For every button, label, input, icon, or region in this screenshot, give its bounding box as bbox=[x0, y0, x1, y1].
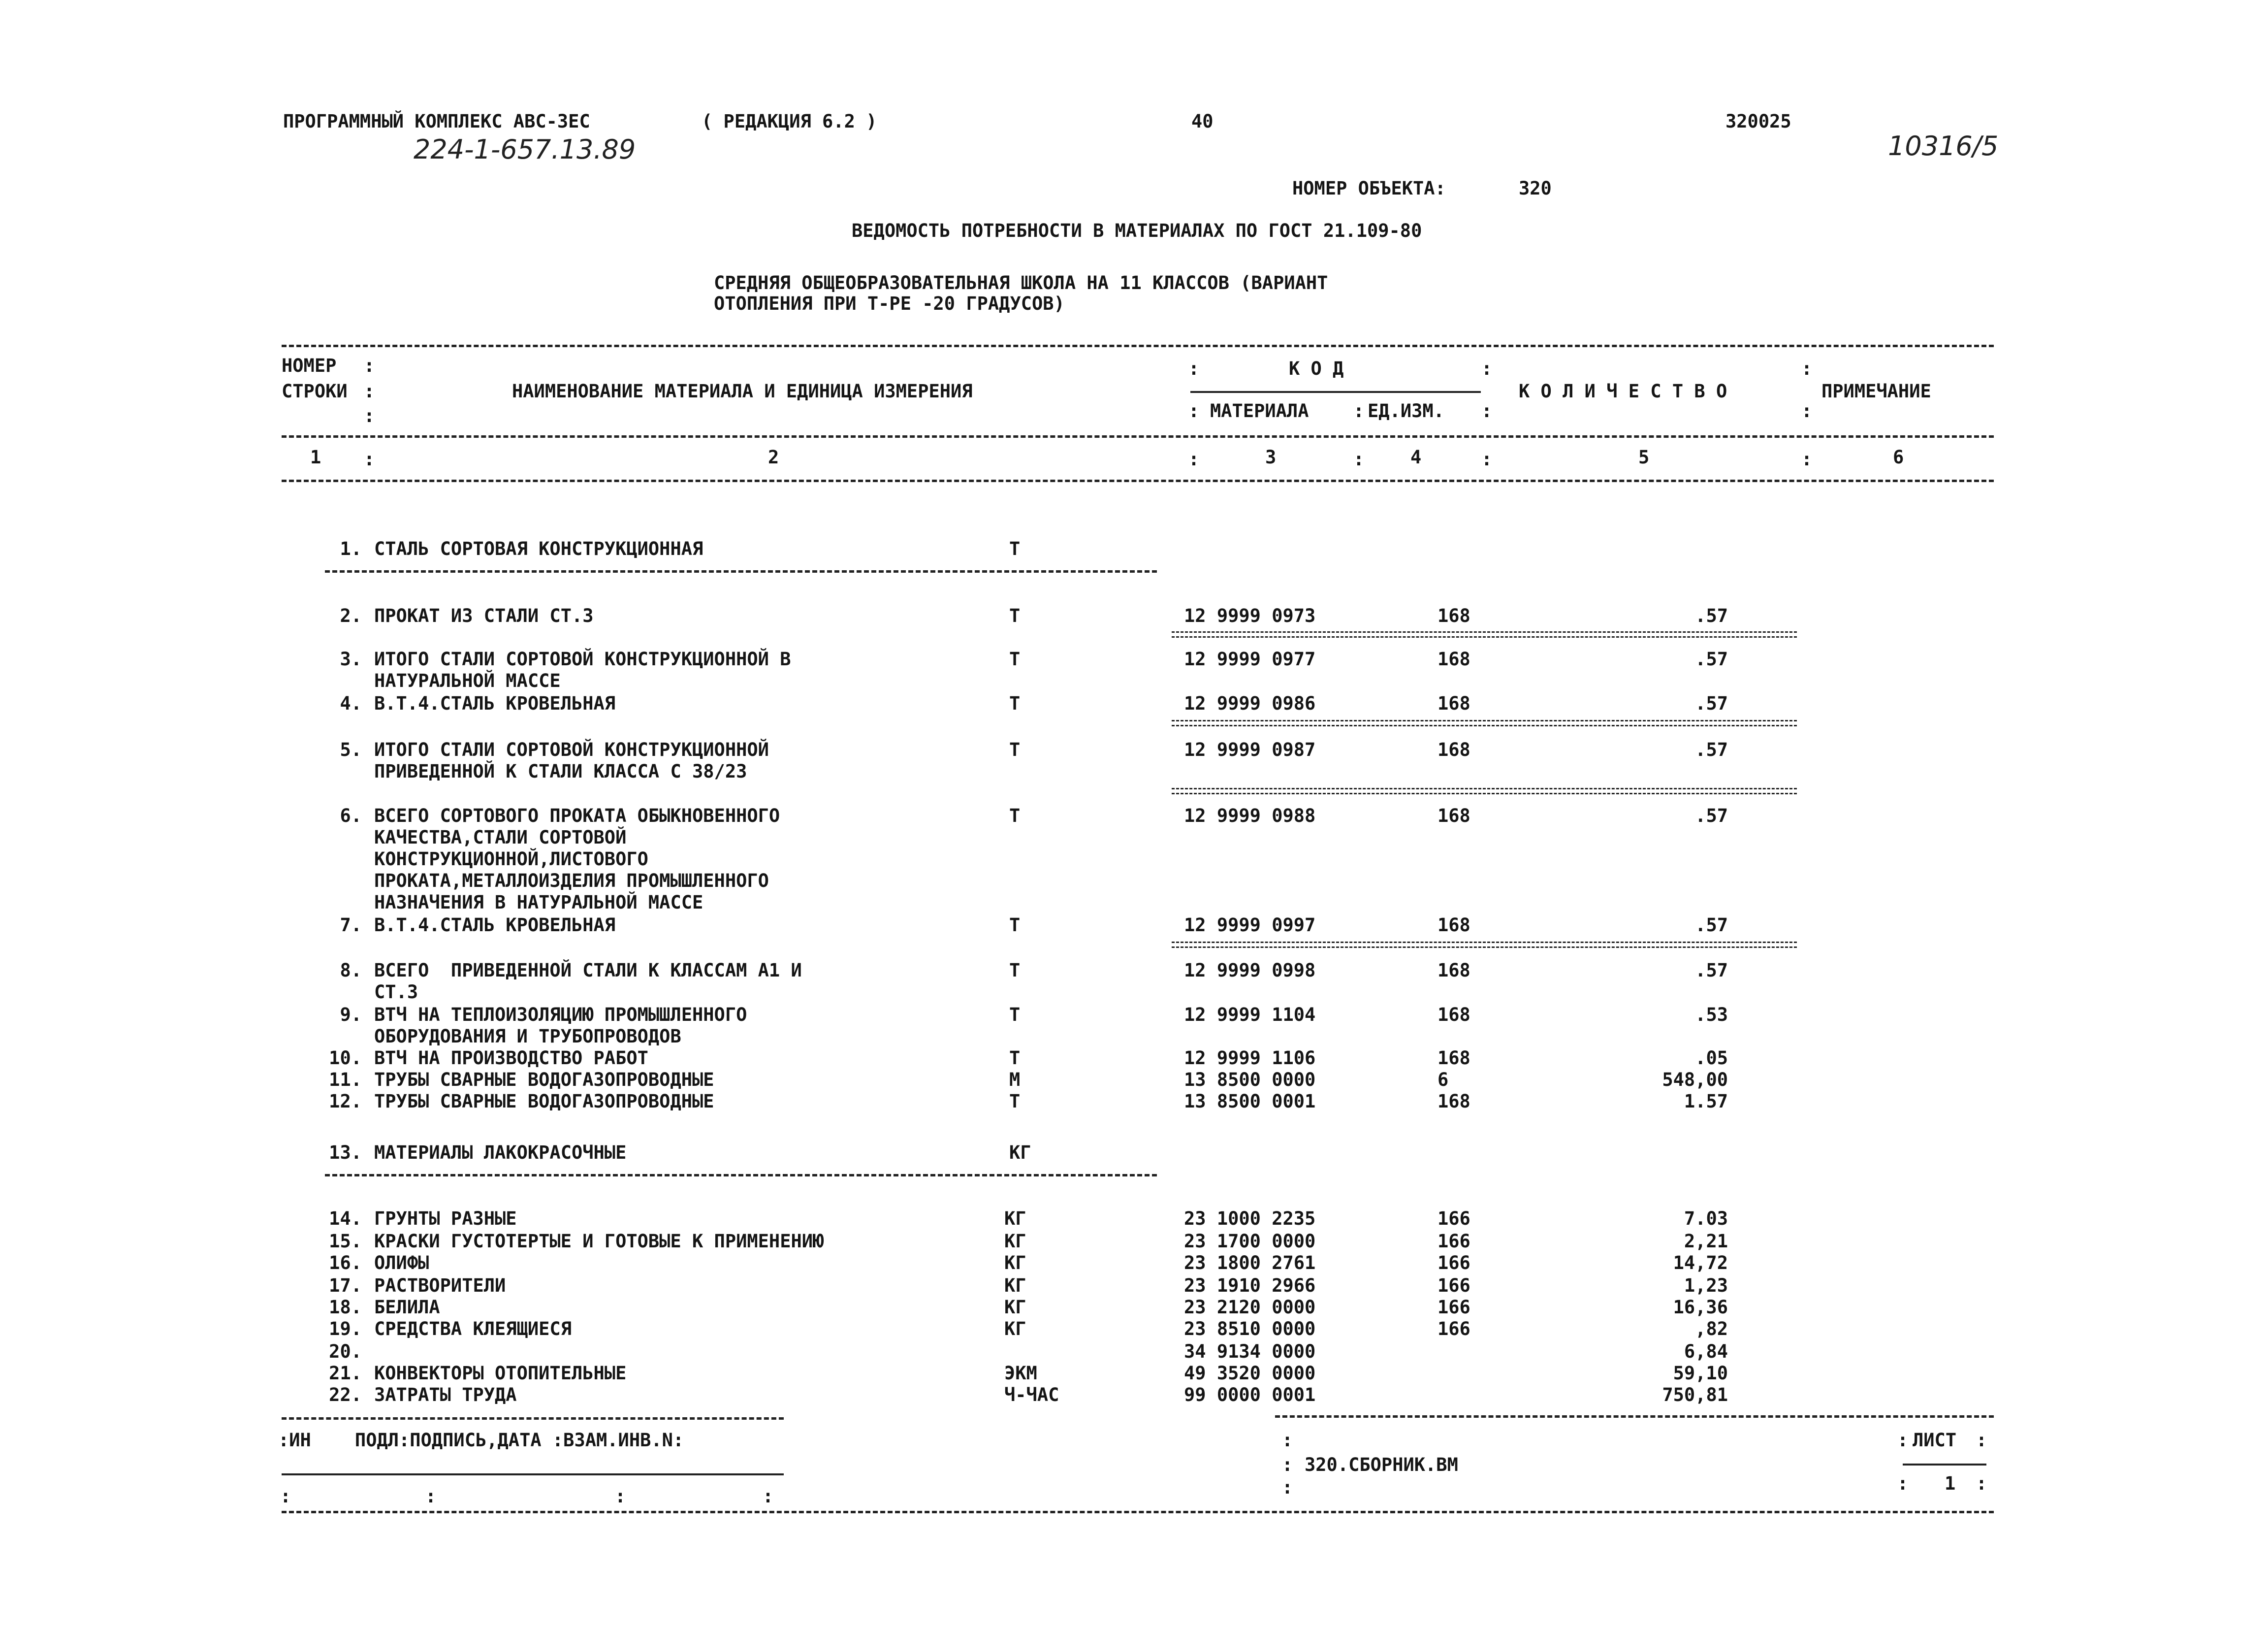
material-code: 23 8510 0000 bbox=[1184, 1318, 1316, 1339]
row-number: 2. bbox=[340, 605, 362, 626]
unit: Т bbox=[1009, 1004, 1021, 1025]
col-separator: : bbox=[1188, 358, 1200, 379]
material-code: 49 3520 0000 bbox=[1184, 1363, 1316, 1384]
row-number: 16. bbox=[329, 1252, 362, 1273]
material-name: НАТУРАЛЬНОЙ МАССЕ bbox=[374, 670, 561, 691]
col-separator: : bbox=[1801, 449, 1813, 470]
material-name: ИТОГО СТАЛИ СОРТОВОЙ КОНСТРУКЦИОННОЙ В bbox=[374, 649, 791, 670]
col-number-3: 3 bbox=[1265, 447, 1277, 468]
unit: КГ bbox=[1004, 1252, 1026, 1273]
row-number: 1. bbox=[340, 538, 362, 559]
material-name: РАСТВОРИТЕЛИ bbox=[374, 1275, 506, 1296]
footer-top-rule bbox=[1275, 1415, 1994, 1418]
col-separator: : bbox=[1353, 449, 1365, 470]
material-name: ВТЧ НА ТЕПЛОИЗОЛЯЦИЮ ПРОМЫШЛЕННОГО bbox=[374, 1004, 747, 1025]
unit-code: 168 bbox=[1437, 693, 1470, 714]
unit-code: 168 bbox=[1437, 739, 1470, 760]
material-code: 12 9999 0977 bbox=[1184, 649, 1316, 670]
col-separator: : bbox=[1281, 1430, 1293, 1451]
unit-code: 168 bbox=[1437, 914, 1470, 936]
col-separator: : bbox=[425, 1486, 437, 1507]
code-split-rule bbox=[1190, 391, 1481, 393]
row-number: 14. bbox=[329, 1208, 362, 1229]
unit: КГ bbox=[1004, 1318, 1026, 1339]
col-separator: : bbox=[1353, 400, 1365, 422]
material-name: ПРОКАТА,МЕТАЛЛОИЗДЕЛИЯ ПРОМЫШЛЕННОГО bbox=[374, 870, 769, 891]
col-separator: : bbox=[1481, 358, 1493, 379]
col-number-5: 5 bbox=[1638, 447, 1650, 468]
header-row-number-1: НОМЕР bbox=[282, 355, 337, 376]
unit-code: 166 bbox=[1437, 1252, 1470, 1273]
quantity: .57 bbox=[1695, 739, 1728, 760]
unit: КГ bbox=[1009, 1142, 1031, 1163]
unit: Т bbox=[1009, 605, 1021, 626]
quantity: 1.57 bbox=[1684, 1091, 1728, 1112]
quantity: 6,84 bbox=[1684, 1341, 1728, 1362]
material-name: ИТОГО СТАЛИ СОРТОВОЙ КОНСТРУКЦИОННОЙ bbox=[374, 739, 769, 760]
material-code: 12 9999 1106 bbox=[1184, 1047, 1316, 1069]
header-bottom-rule bbox=[282, 435, 1994, 438]
row-number: 12. bbox=[329, 1091, 362, 1112]
material-code: 23 1800 2761 bbox=[1184, 1252, 1316, 1273]
stamp-labels: :ИН ПОДЛ:ПОДПИСЬ,ДАТА :ВЗАМ.ИНВ.N: bbox=[278, 1430, 684, 1451]
unit: Т bbox=[1009, 649, 1021, 670]
unit-code: 168 bbox=[1437, 805, 1470, 826]
page-title: ВЕДОМОСТЬ ПОТРЕБНОСТИ В МАТЕРИАЛАХ ПО ГОСТ 21.109-80 bbox=[852, 220, 1422, 241]
quantity: 750,81 bbox=[1662, 1384, 1728, 1405]
material-name: СТАЛЬ СОРТОВАЯ КОНСТРУКЦИОННАЯ bbox=[374, 538, 703, 559]
quantity: 1,23 bbox=[1684, 1275, 1728, 1296]
row-number: 15. bbox=[329, 1231, 362, 1252]
unit-code: 166 bbox=[1437, 1275, 1470, 1296]
quantity: 7.03 bbox=[1684, 1208, 1728, 1229]
row-number: 22. bbox=[329, 1384, 362, 1405]
row-number: 19. bbox=[329, 1318, 362, 1339]
row-number: 9. bbox=[340, 1004, 362, 1025]
quantity: 548,00 bbox=[1662, 1069, 1728, 1090]
quantity: 16,36 bbox=[1673, 1297, 1728, 1318]
material-name: ПРИВЕДЕННОЙ К СТАЛИ КЛАССА С 38/23 bbox=[374, 761, 747, 782]
edition: ( РЕДАКЦИЯ 6.2 ) bbox=[702, 111, 877, 132]
unit: Т bbox=[1009, 693, 1021, 714]
unit: Т bbox=[1009, 1091, 1021, 1112]
unit-code: 166 bbox=[1437, 1208, 1470, 1229]
material-code: 12 9999 0986 bbox=[1184, 693, 1316, 714]
header-code-unit: ЕД.ИЗМ. bbox=[1368, 400, 1444, 422]
unit: Т bbox=[1009, 739, 1021, 760]
unit: ЭКМ bbox=[1004, 1363, 1037, 1384]
unit: М bbox=[1009, 1069, 1021, 1090]
row-number: 3. bbox=[340, 649, 362, 670]
section-rule bbox=[325, 570, 1157, 573]
col-number-1: 1 bbox=[310, 447, 321, 468]
program-name: ПРОГРАММНЫЙ КОМПЛЕКС АВС-3ЕС bbox=[283, 111, 590, 132]
col-number-2: 2 bbox=[768, 447, 779, 468]
quantity: .57 bbox=[1695, 960, 1728, 981]
row-number: 18. bbox=[329, 1297, 362, 1318]
col-separator: : bbox=[1188, 449, 1200, 470]
col-separator: : bbox=[280, 1486, 291, 1507]
material-name: КРАСКИ ГУСТОТЕРТЫЕ И ГОТОВЫЕ К ПРИМЕНЕНИЮ bbox=[374, 1231, 824, 1252]
unit: Т bbox=[1009, 914, 1021, 936]
sheet-box-rule bbox=[1903, 1464, 1986, 1466]
subtitle-line-1: СРЕДНЯЯ ОБЩЕОБРАЗОВАТЕЛЬНАЯ ШКОЛА НА 11 КЛАССОВ (ВАРИАНТ bbox=[714, 272, 1328, 293]
col-separator: : bbox=[1481, 400, 1493, 422]
quantity: 14,72 bbox=[1673, 1252, 1728, 1273]
material-name: НАЗНАЧЕНИЯ В НАТУРАЛЬНОЙ МАССЕ bbox=[374, 892, 703, 913]
table-top-rule bbox=[282, 345, 1994, 347]
material-name: БЕЛИЛА bbox=[374, 1297, 440, 1318]
unit-code: 168 bbox=[1437, 649, 1470, 670]
material-name: КОНВЕКТОРЫ ОТОПИТЕЛЬНЫЕ bbox=[374, 1363, 627, 1384]
row-number: 21. bbox=[329, 1363, 362, 1384]
col-separator: : bbox=[1897, 1430, 1909, 1451]
unit-code: 168 bbox=[1437, 1047, 1470, 1069]
unit: Ч-ЧАС bbox=[1004, 1384, 1059, 1405]
material-code: 23 1700 0000 bbox=[1184, 1231, 1316, 1252]
quantity: 2,21 bbox=[1684, 1231, 1728, 1252]
header-note: ПРИМЕЧАНИЕ bbox=[1821, 381, 1931, 402]
quantity: ,82 bbox=[1695, 1318, 1728, 1339]
unit-code: 166 bbox=[1437, 1297, 1470, 1318]
material-name: ГРУНТЫ РАЗНЫЕ bbox=[374, 1208, 517, 1229]
material-name: КОНСТРУКЦИОННОЙ,ЛИСТОВОГО bbox=[374, 848, 648, 870]
footer-top-rule bbox=[282, 1417, 784, 1420]
header-code: К О Д bbox=[1289, 358, 1344, 379]
total-double-rule bbox=[1172, 720, 1797, 726]
col-separator: : bbox=[1281, 1477, 1293, 1498]
header-code-material: МАТЕРИАЛА bbox=[1210, 400, 1309, 422]
section-rule bbox=[325, 1174, 1157, 1176]
total-double-rule bbox=[1172, 942, 1797, 948]
material-name: СРЕДСТВА КЛЕЯЩИЕСЯ bbox=[374, 1318, 572, 1339]
row-number: 13. bbox=[329, 1142, 362, 1163]
material-code: 12 9999 0997 bbox=[1184, 914, 1316, 936]
column-numbers-rule bbox=[282, 480, 1994, 482]
col-separator: : bbox=[1801, 400, 1813, 422]
material-name: СТ.3 bbox=[374, 981, 418, 1003]
material-name: ТРУБЫ СВАРНЫЕ ВОДОГАЗОПРОВОДНЫЕ bbox=[374, 1069, 714, 1090]
object-number: 320 bbox=[1519, 178, 1552, 199]
quantity: .57 bbox=[1695, 805, 1728, 826]
header-name: НАИМЕНОВАНИЕ МАТЕРИАЛА И ЕДИНИЦА ИЗМЕРЕНИЯ bbox=[512, 381, 973, 402]
subtitle-line-2: ОТОПЛЕНИЯ ПРИ Т-РЕ -20 ГРАДУСОВ) bbox=[714, 293, 1065, 314]
row-number: 6. bbox=[340, 805, 362, 826]
material-code: 12 9999 0973 bbox=[1184, 605, 1316, 626]
row-number: 5. bbox=[340, 739, 362, 760]
quantity: .05 bbox=[1695, 1047, 1728, 1069]
unit-code: 166 bbox=[1437, 1318, 1470, 1339]
document-code: 320025 bbox=[1725, 111, 1791, 132]
material-name: В.Т.4.СТАЛЬ КРОВЕЛЬНАЯ bbox=[374, 693, 616, 714]
document-label: 320.СБОРНИК.ВМ bbox=[1305, 1454, 1458, 1475]
material-name: ВТЧ НА ПРОИЗВОДСТВО РАБОТ bbox=[374, 1047, 648, 1069]
row-number: 11. bbox=[329, 1069, 362, 1090]
col-number-4: 4 bbox=[1410, 447, 1422, 468]
row-number: 20. bbox=[329, 1341, 362, 1362]
material-name: МАТЕРИАЛЫ ЛАКОКРАСОЧНЫЕ bbox=[374, 1142, 627, 1163]
material-name: ВСЕГО ПРИВЕДЕННОЙ СТАЛИ К КЛАССАМ А1 И bbox=[374, 960, 802, 981]
col-separator: : bbox=[363, 355, 375, 376]
quantity: .57 bbox=[1695, 605, 1728, 626]
row-number: 10. bbox=[329, 1047, 362, 1069]
quantity: .57 bbox=[1695, 693, 1728, 714]
material-code: 12 9999 0987 bbox=[1184, 739, 1316, 760]
sheet-label: ЛИСТ bbox=[1913, 1430, 1957, 1451]
col-separator: : bbox=[363, 381, 375, 402]
unit-code: 6 bbox=[1437, 1069, 1449, 1090]
material-code: 23 2120 0000 bbox=[1184, 1297, 1316, 1318]
page-number: 40 bbox=[1191, 111, 1214, 132]
material-code: 23 1000 2235 bbox=[1184, 1208, 1316, 1229]
material-code: 12 9999 0988 bbox=[1184, 805, 1316, 826]
col-separator: : bbox=[1976, 1473, 1987, 1494]
unit: КГ bbox=[1004, 1297, 1026, 1318]
col-separator: : bbox=[1188, 400, 1200, 422]
sheet-number: 1 bbox=[1945, 1473, 1956, 1494]
material-code: 23 1910 2966 bbox=[1184, 1275, 1316, 1296]
handwritten-sheet-code: 10316/5 bbox=[1888, 130, 1999, 162]
unit-code: 166 bbox=[1437, 1231, 1470, 1252]
handwritten-project-code: 224-1-657.13.89 bbox=[414, 134, 636, 165]
material-name: КАЧЕСТВА,СТАЛИ СОРТОВОЙ bbox=[374, 827, 627, 848]
stamp-mid-rule bbox=[282, 1473, 784, 1475]
total-double-rule bbox=[1172, 788, 1797, 794]
col-separator: : bbox=[1897, 1473, 1909, 1494]
material-name: ОБОРУДОВАНИЯ И ТРУБОПРОВОДОВ bbox=[374, 1026, 681, 1047]
material-name: ПРОКАТ ИЗ СТАЛИ СТ.3 bbox=[374, 605, 594, 626]
unit: Т bbox=[1009, 960, 1021, 981]
material-code: 13 8500 0000 bbox=[1184, 1069, 1316, 1090]
total-double-rule bbox=[1172, 631, 1797, 638]
material-name: В.Т.4.СТАЛЬ КРОВЕЛЬНАЯ bbox=[374, 914, 616, 936]
col-separator: : bbox=[363, 405, 375, 426]
col-separator: : bbox=[1281, 1454, 1293, 1475]
header-quantity: К О Л И Ч Е С Т В О bbox=[1519, 381, 1727, 402]
material-name: ВСЕГО СОРТОВОГО ПРОКАТА ОБЫКНОВЕННОГО bbox=[374, 805, 780, 826]
object-number-label: НОМЕР ОБЪЕКТА: bbox=[1292, 178, 1446, 199]
unit: Т bbox=[1009, 538, 1021, 559]
material-name: ОЛИФЫ bbox=[374, 1252, 429, 1273]
material-code: 12 9999 0998 bbox=[1184, 960, 1316, 981]
unit: КГ bbox=[1004, 1231, 1026, 1252]
col-separator: : bbox=[1481, 449, 1493, 470]
unit-code: 168 bbox=[1437, 1004, 1470, 1025]
unit: КГ bbox=[1004, 1275, 1026, 1296]
header-row-number-2: СТРОКИ bbox=[282, 381, 348, 402]
quantity: .53 bbox=[1695, 1004, 1728, 1025]
unit-code: 168 bbox=[1437, 960, 1470, 981]
row-number: 8. bbox=[340, 960, 362, 981]
row-number: 17. bbox=[329, 1275, 362, 1296]
footer-bottom-rule bbox=[282, 1511, 1994, 1513]
material-name: ТРУБЫ СВАРНЫЕ ВОДОГАЗОПРОВОДНЫЕ bbox=[374, 1091, 714, 1112]
unit: Т bbox=[1009, 805, 1021, 826]
unit: КГ bbox=[1004, 1208, 1026, 1229]
col-separator: : bbox=[614, 1486, 626, 1507]
unit: Т bbox=[1009, 1047, 1021, 1069]
col-separator: : bbox=[1801, 358, 1813, 379]
unit-code: 168 bbox=[1437, 1091, 1470, 1112]
material-name: ЗАТРАТЫ ТРУДА bbox=[374, 1384, 517, 1405]
material-code: 12 9999 1104 bbox=[1184, 1004, 1316, 1025]
material-code: 13 8500 0001 bbox=[1184, 1091, 1316, 1112]
col-number-6: 6 bbox=[1893, 447, 1904, 468]
col-separator: : bbox=[762, 1486, 774, 1507]
material-code: 34 9134 0000 bbox=[1184, 1341, 1316, 1362]
col-separator: : bbox=[1976, 1430, 1987, 1451]
quantity: .57 bbox=[1695, 914, 1728, 936]
quantity: 59,10 bbox=[1673, 1363, 1728, 1384]
material-code: 99 0000 0001 bbox=[1184, 1384, 1316, 1405]
col-separator: : bbox=[363, 449, 375, 470]
row-number: 4. bbox=[340, 693, 362, 714]
unit-code: 168 bbox=[1437, 605, 1470, 626]
quantity: .57 bbox=[1695, 649, 1728, 670]
row-number: 7. bbox=[340, 914, 362, 936]
